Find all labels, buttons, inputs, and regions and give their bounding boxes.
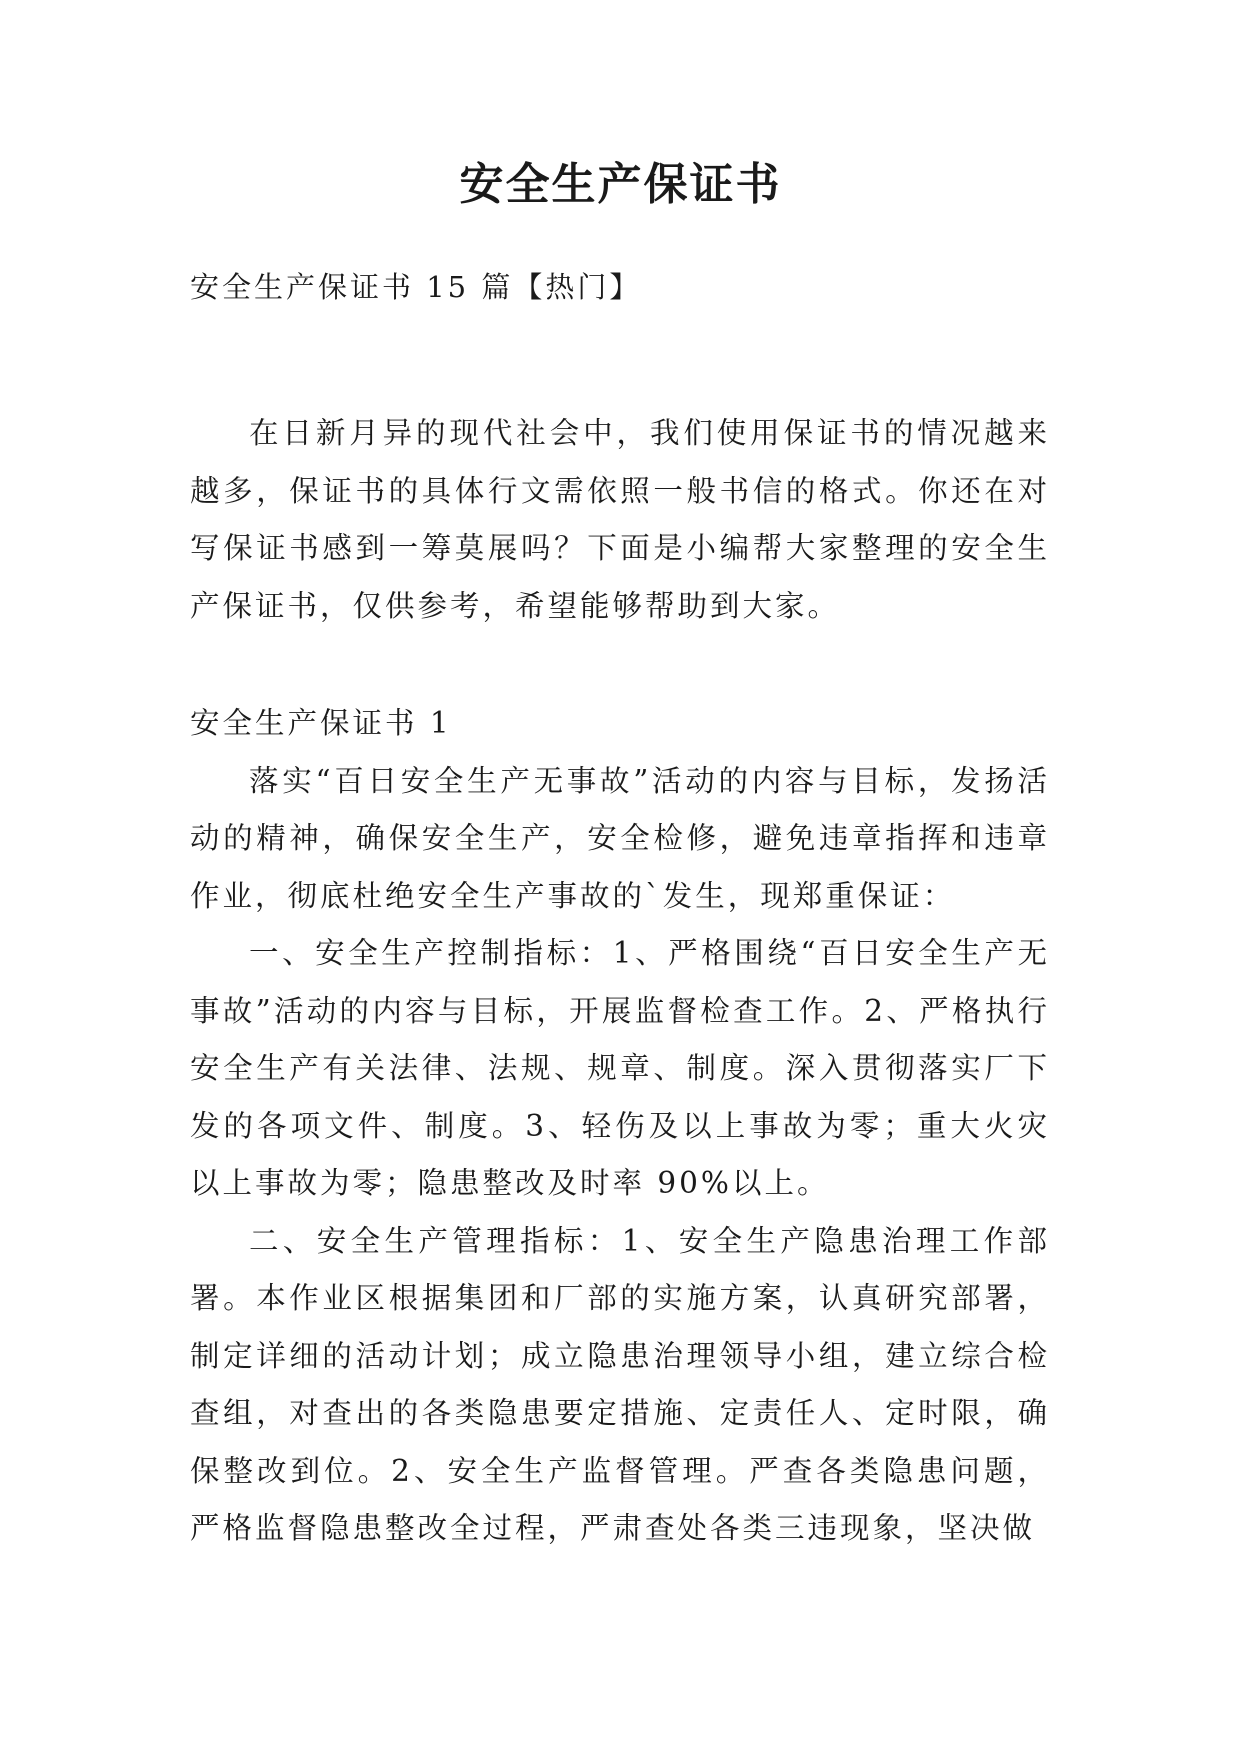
document-title: 安全生产保证书: [459, 159, 782, 210]
document-subtitle: 安全生产保证书 15 篇【热门】: [190, 270, 642, 304]
intro-block: [190, 405, 1050, 635]
section-1-paragraph-1: 落实“百日安全生产无事故”活动的内容与目标，发扬活动的精神，确保安全生产，安全检修，避免违章指挥和违章作业，彻底杜绝安全生产事故的`发生，现郑重保证：: [190, 763, 1050, 913]
intro-paragraph: 在日新月异的现代社会中，我们使用保证书的情况越来越多，保证书的具体行文需依照一般书信的格式。你还在对写保证书感到一筹莫展吗？下面是小编帮大家整理的安全生产保证书，仅供参考，希望能够帮助到大家。: [190, 416, 1050, 623]
section-1-paragraph-2: 一、安全生产控制指标：1、严格围绕“百日安全生产无事故”活动的内容与目标，开展监督检查工作。2、严格执行安全生产有关法律、法规、规章、制度。深入贯彻落实厂下发的各项文件、制度。3、轻伤及以上事故为零；重大火灾以上事故为零；隐患整改及时率 90%以上。: [190, 936, 1050, 1200]
section-1-paragraph-3: 二、安全生产管理指标：1、安全生产隐患治理工作部署。本作业区根据集团和厂部的实施方案，认真研究部署，制定详细的活动计划；成立隐患治理领导小组，建立综合检查组，对查出的各类隐患要定措施、定责任人、定时限，确保整改到位。2、安全生产监督管理。严查各类隐患问题，严格监督隐患整改全过程，严肃查处各类三违现象，坚决做: [190, 1223, 1050, 1545]
section-1: [190, 695, 1050, 1558]
section-1-heading: 安全生产保证书 1: [190, 706, 452, 740]
